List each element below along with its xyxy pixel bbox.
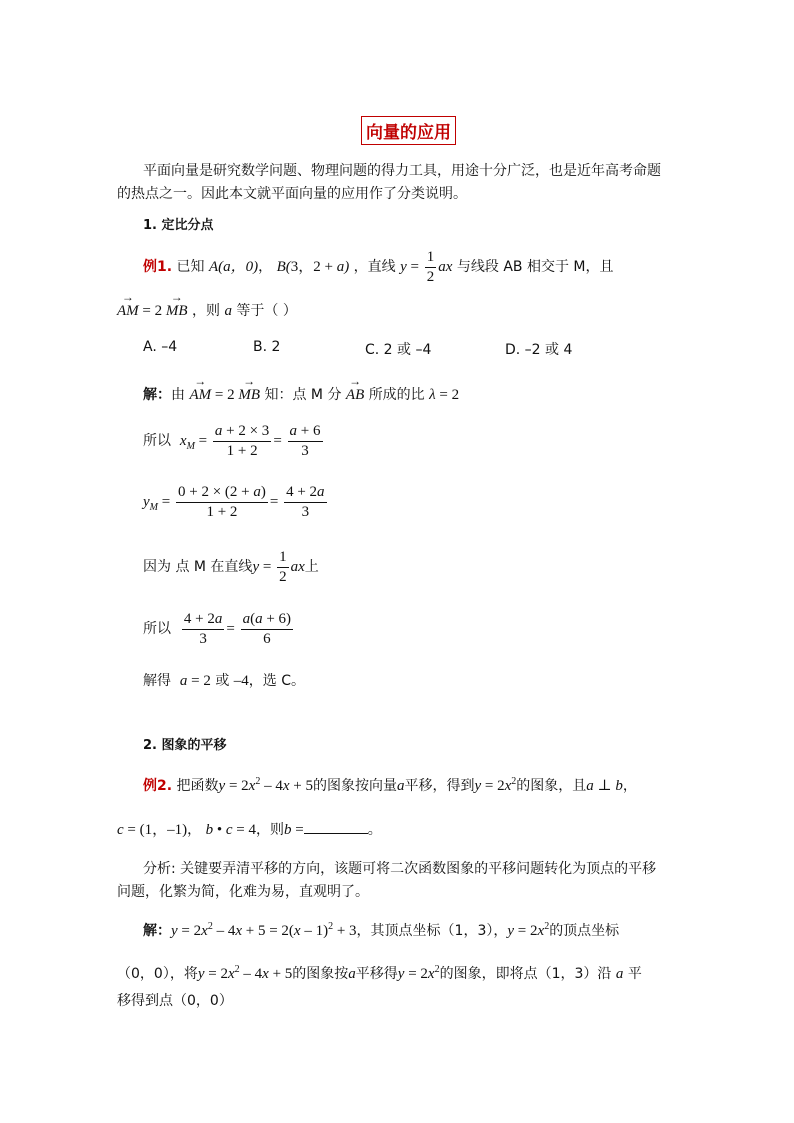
sol1-text-2: 知：点 M 分: [264, 387, 342, 403]
ex2-text-2: 的图象按向量: [312, 778, 397, 794]
equation-math: $\frac{4 + 2a}{3}$ = $\frac{a(a + 6)}{6}$: [183, 611, 292, 647]
sol2-text-1: ，其顶点坐标（1，3），: [356, 923, 508, 939]
analysis-line-1: 分析: 关键要弄清平移的方向，该题可将二次函数图象的平移问题转化为顶点的平移: [143, 861, 657, 877]
sol1-on: 上: [304, 558, 319, 575]
option-a: A. –4: [143, 339, 178, 355]
xm-formula-math: $x_M$ = $\frac{a + 2 \times 3}{1 + 2}$ = $\frac{a + 6}{3}$: [179, 423, 321, 459]
sol2-text-5: 平移得: [355, 966, 398, 982]
example-1-label: 例1.: [143, 258, 173, 275]
solution-1-result: 解得 a = 2 或 –4，选 C。: [143, 673, 306, 689]
solution-2-line-3: 移得到点（0，0）: [117, 993, 233, 1009]
dot-product-math: b • c = 4: [205, 822, 256, 838]
ex2-text-6: ，则: [255, 822, 284, 838]
function-math: $y = 2x^2 - 4x + 5$: [218, 776, 313, 794]
point-b-math: B(3，2 + a): [276, 258, 350, 275]
solution-1-label: 解：: [143, 387, 171, 403]
solution-1-xm: [143, 422, 794, 461]
sol2-text-6: 的图象，即将点（1，3）沿: [439, 966, 612, 982]
solution-2-line-1: 解：$y = 2x^2 - 4x + 5 = 2(x - 1)^2 + 3$，其顶点坐标（1，3），$y = 2x^2$的顶点坐标: [143, 921, 620, 939]
ex1-text-3: 与线段 AB 相交于 M，且: [456, 258, 614, 275]
solution-2-label: 解：: [143, 923, 171, 939]
point-a-math: A(a，0): [208, 258, 259, 275]
example-2-line-2: c = (1，–1)， b • c = 4，则b = 。: [117, 818, 794, 839]
sol1-pick: ，选 C。: [248, 673, 306, 689]
sol1-text-3: 所成的比: [368, 387, 425, 403]
option-c: C. 2 或 –4: [365, 342, 432, 358]
intro-line-1: 平面向量是研究数学问题、物理问题的得力工具，用途十分广泛，也是近年高考命题: [143, 163, 661, 179]
option-b: B. 2: [253, 339, 281, 355]
solution-2-line-2: （0，0），将$y = 2x^2 - 4x + 5$的图象按a平移得$y = 2x^2$的图象，即将点（1，3）沿 a 平: [117, 964, 642, 982]
example-1-line-2: → AM = 2 → MB ，则 a 等于（ ）: [117, 300, 794, 320]
ex1-text-5: 等于（ ）: [236, 303, 297, 319]
sol2-text-2: 的顶点坐标: [549, 923, 620, 939]
solution-1-ym: [143, 483, 794, 522]
vector-c-math: c = (1，–1): [117, 822, 188, 838]
sol1-because: 因为 点 M 在直线: [143, 558, 253, 575]
intro-line-2: 的热点之一。因此本文就平面向量的应用作了分类说明。: [117, 186, 467, 202]
ex2-text-4: 的图象，且: [516, 778, 587, 794]
sol1-get: 解得: [143, 673, 171, 689]
vector-relation-math: → AM = 2 → MB: [117, 303, 188, 319]
sol1-so-2: 所以: [143, 620, 171, 637]
analysis-line-2: 问题，化繁为简，化难为易，直观明了。: [117, 884, 369, 900]
ex1-text-2: ，直线: [353, 258, 396, 275]
section-2-heading: 2. 图象的平移: [143, 738, 227, 753]
ym-formula-math: $y_M$ = $\frac{0 + 2 \times (2 + a)}{1 + 2}$ = $\frac{4 + 2a}{3}$: [143, 484, 325, 520]
sol2-text-4: 的图象按: [292, 966, 349, 982]
line-equation-math: y = $\frac{1}{2}$ ax: [400, 249, 453, 285]
ex2-text-1: 把函数: [176, 778, 219, 794]
section-1-heading: 1. 定比分点: [143, 218, 214, 233]
ex2-text-3: 平移，得到: [404, 778, 475, 794]
example-2-label: 例2.: [143, 778, 173, 794]
solution-1-line-1: 解：由 → AM = 2 → MB 知：点 M 分 → AB 所成的比 λ = 2: [143, 384, 794, 404]
ex1-text-4: ，则: [192, 303, 221, 319]
ex1-text-1: 已知: [176, 258, 205, 275]
example-2-line-1: 例2. 把函数$y = 2x^2 - 4x + 5$的图象按向量a平移，得到$y = 2x^2$的图象，且a ⊥ b，: [143, 776, 637, 794]
ex2-text-5: ，: [622, 778, 637, 794]
ratio-math: λ = 2: [429, 387, 460, 403]
vertex-form-math: $y = 2x^2 - 4x + 5 = 2(x - 1)^2 + 3$: [171, 921, 357, 939]
solution-1-because: 因为 点 M 在直线y = $\frac{1}{2}$ ax上: [143, 549, 319, 585]
sol1-text-1: 由: [171, 387, 185, 403]
example-1-line-1: 例1. 已知 A(a，0)， B(3，2 + a) ，直线 y = $\frac{1}{2}$ ax 与线段 AB 相交于 M，且: [143, 249, 614, 285]
option-d: D. –2 或 4: [505, 342, 573, 358]
page-title: 向量的应用: [361, 116, 456, 145]
sol2-text-7: 平: [627, 966, 642, 982]
sol1-or: 或: [215, 673, 230, 689]
solution-1-equation: [143, 610, 794, 649]
answer-blank: [304, 819, 368, 834]
sol2-text-3: （0，0），将: [117, 966, 198, 982]
vector-relation-2-math: → AM = 2 → MB: [189, 387, 260, 403]
sol1-so-1: 所以: [143, 432, 171, 449]
ex2-text-7: 。: [367, 822, 382, 838]
